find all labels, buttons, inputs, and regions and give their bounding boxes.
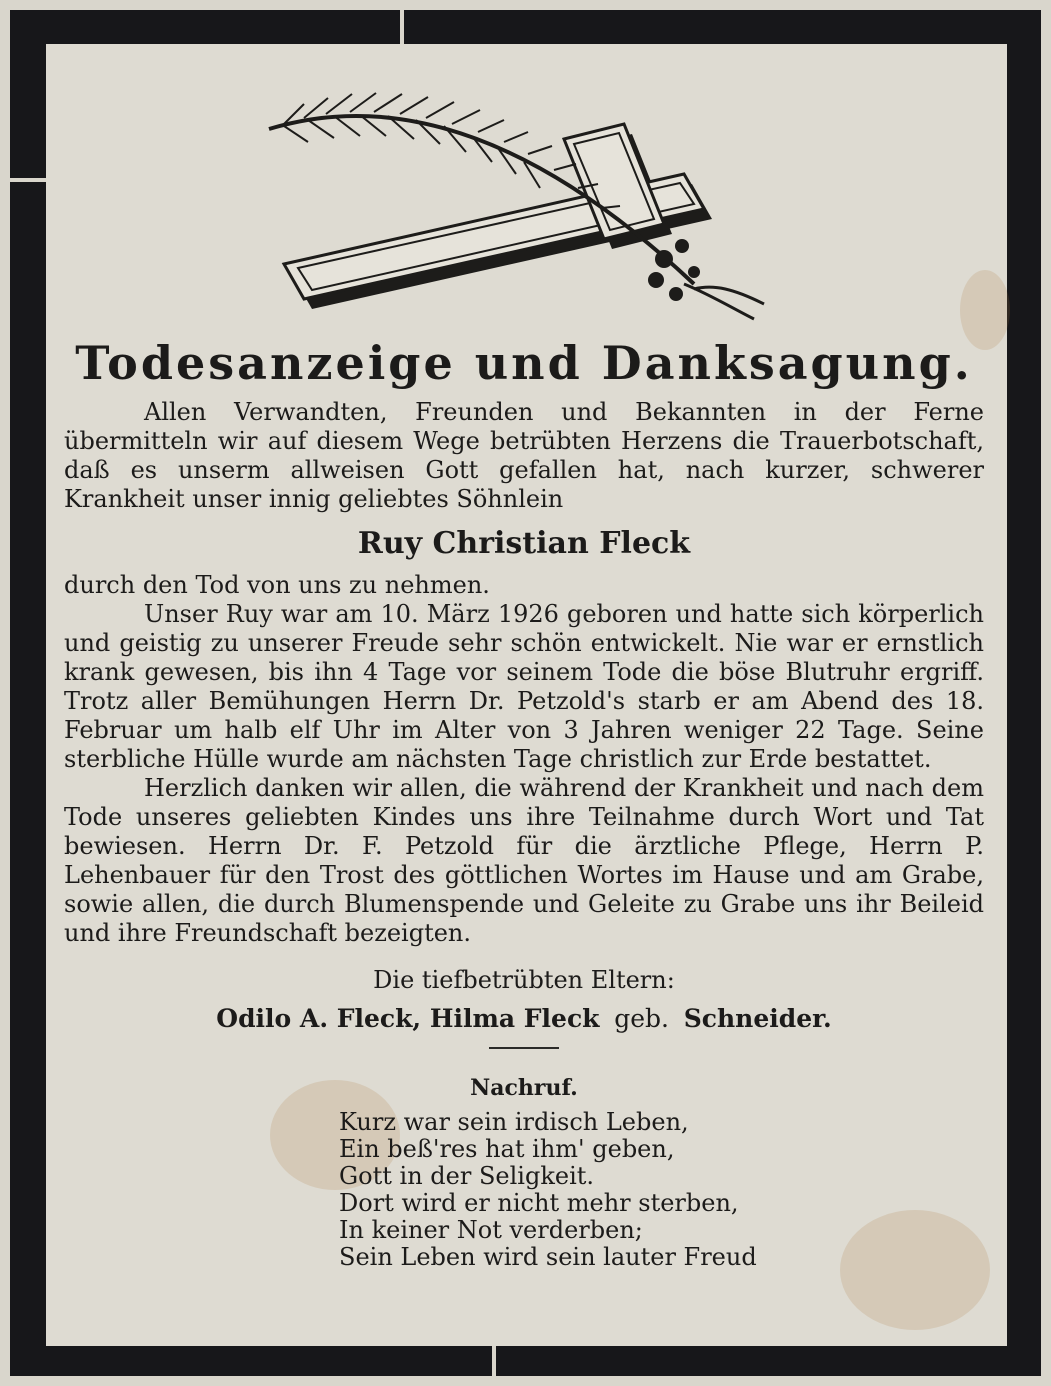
poem-line: Dort wird er nicht mehr sterben, — [339, 1189, 739, 1217]
parents-names — [64, 1004, 984, 1033]
nachruf-title: Nachruf. — [470, 1075, 578, 1101]
poem-line: In keiner Not verderben; — [339, 1216, 643, 1244]
thanks-paragraph: Herzlich danken wir allen, die während der Krankheit und nach dem Tode unseres geliebten Kindes uns ihre Teilnahme durch Wort und Tat bewiesen. Herrn Dr. F. Petzold für die ärztliche Pflege, Herrn P. Lehenbauer für den Trost des göttlichen Wortes im Hause und am Grabe, sowie allen, die durch Blumenspende und Geleite zu Grabe uns ihr Beileid und ihre Freundschaft bezeigten. — [64, 774, 984, 947]
parents-geb-text: geb. — [614, 1004, 669, 1033]
notice-headline: Todesanzeige und Danksagung. — [75, 336, 973, 390]
poem-line: Ein beß'res hat ihm' geben, — [339, 1135, 675, 1163]
deceased-name: Ruy Christian Fleck — [357, 526, 691, 561]
parents-maiden-name: Schneider. — [683, 1004, 832, 1033]
border-gap-bottom — [492, 1346, 496, 1376]
after-name-line: durch den Tod von uns zu nehmen. — [64, 571, 490, 599]
biography-paragraph: Unser Ruy war am 10. März 1926 geboren und hatte sich körperlich und geistig zu unserer Freude sehr schön entwickelt. Nie war er ernstlich krank gewesen, bis ihn 4 Tage vor seinem Tode die böse Blutruhr ergriff. Trotz aller Bemühungen Herrn Dr. Petzold's starb er am Abend des 18. Februar um halb elf Uhr im Alter von 3 Jahren weniger 22 Tage. Seine sterbliche Hülle wurde am nächsten Tage christlich zur Erde bestattet. — [64, 600, 984, 773]
border-gap-left — [10, 178, 46, 182]
nachruf-poem — [339, 1109, 984, 1271]
border-gap-top — [400, 10, 404, 44]
poem-line: Sein Leben wird sein lauter Freud — [339, 1243, 757, 1271]
poem-line: Gott in der Seligkeit. — [339, 1162, 595, 1190]
cross-with-palm-frond-icon — [264, 84, 784, 324]
signoff-line: Die tiefbetrübten Eltern: — [373, 966, 675, 994]
parents-name-text: Odilo A. Fleck, Hilma Fleck — [216, 1004, 600, 1033]
notice-content — [64, 60, 984, 1271]
section-divider — [489, 1047, 559, 1049]
poem-line: Kurz war sein irdisch Leben, — [339, 1108, 689, 1136]
intro-paragraph: Allen Verwandten, Freunden und Bekannten in der Ferne übermitteln wir auf diesem Wege betrübten Herzens die Trauerbotschaft, daß es unserm allweisen Gott gefallen hat, nach kurzer, schwerer Krankheit unser innig geliebtes Söhnlein — [64, 398, 984, 513]
